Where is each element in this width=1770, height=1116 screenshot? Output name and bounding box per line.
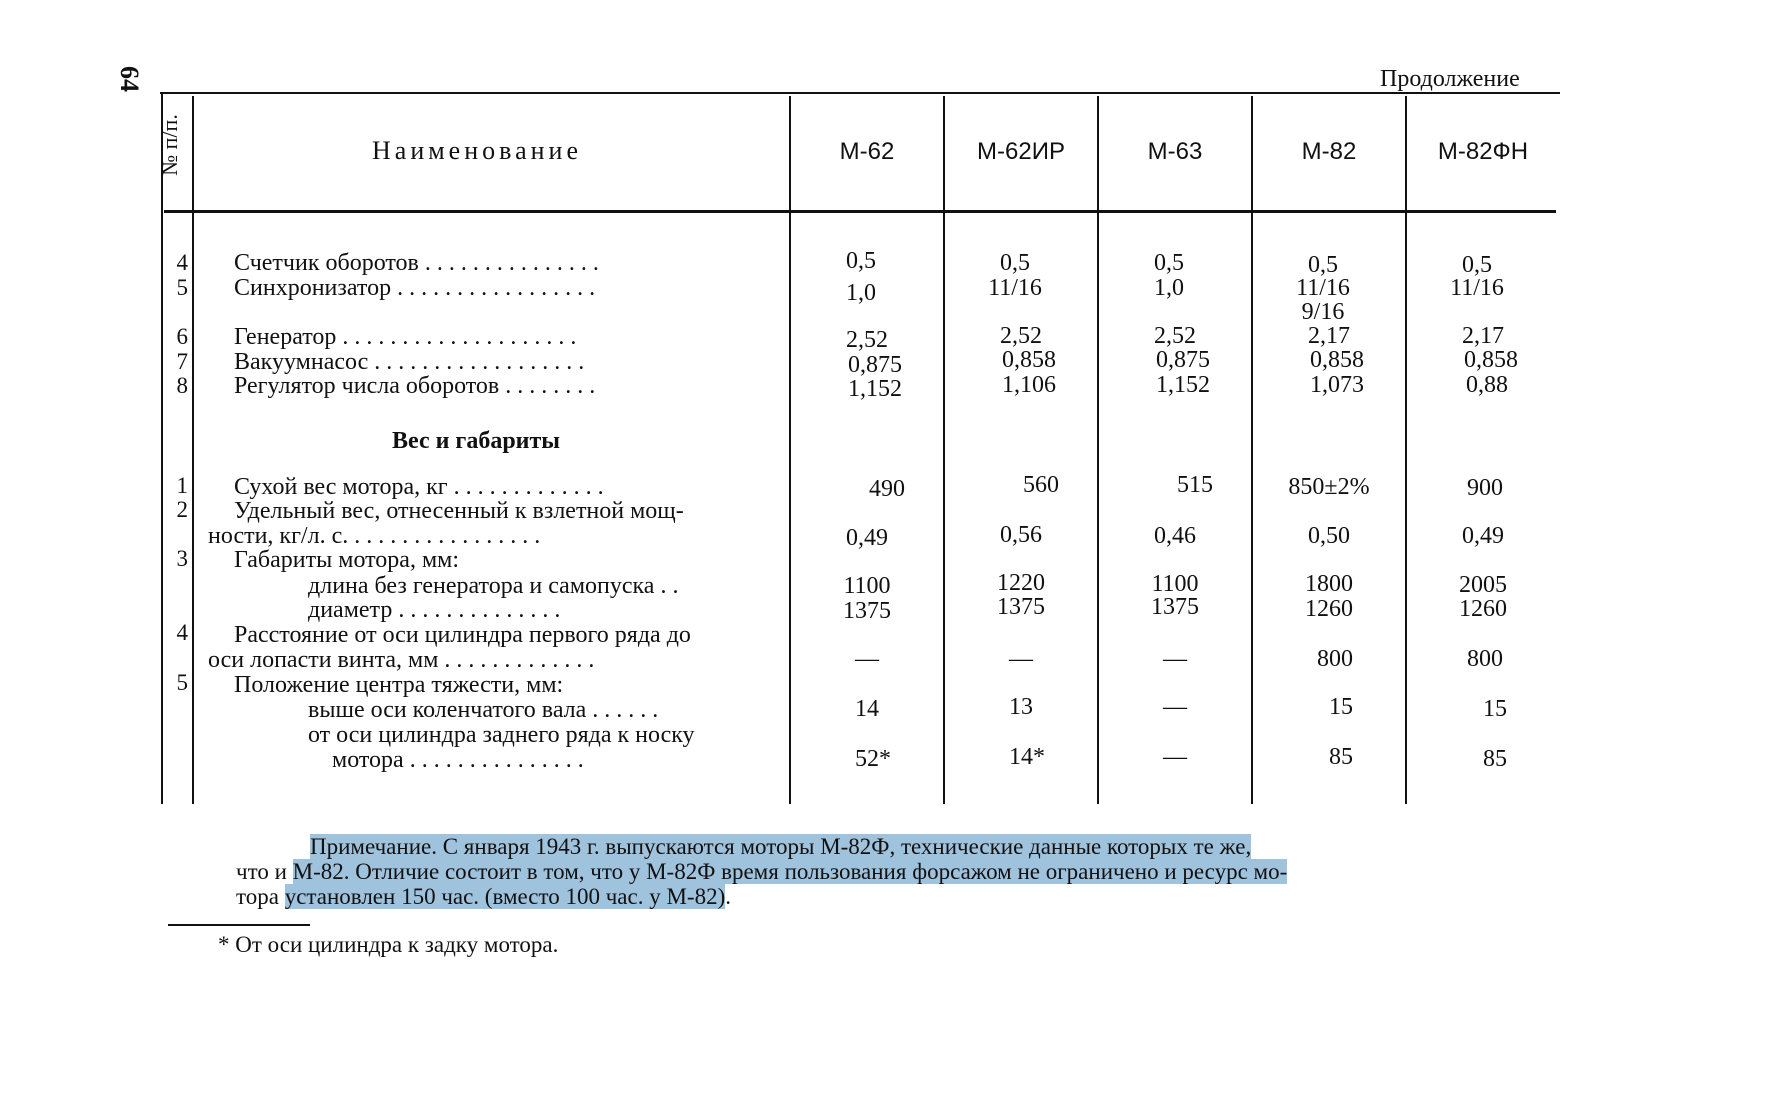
footnote: * От оси цилиндра к задку мотора. <box>218 932 559 957</box>
cell-value: 0,5 <box>1462 252 1492 278</box>
cell-value: 0,5 <box>1154 250 1184 276</box>
cell-value: 9/16 <box>1301 299 1345 325</box>
cell-value: 1,073 <box>1310 372 1364 398</box>
col-rule-1 <box>943 96 945 804</box>
row-label: Генератор . . . . . . . . . . . . . . . . . . . . <box>234 324 577 350</box>
row-label: Сухой вес мотора, кг . . . . . . . . . . . . . <box>234 474 604 500</box>
cell-value: 490 <box>869 476 905 502</box>
cell-value: 2,17 <box>1308 323 1350 349</box>
cell-value: 1100 <box>843 573 891 599</box>
cell-value: — <box>1163 744 1187 770</box>
cell-value: 1,106 <box>1002 372 1056 398</box>
cell-value: 0,50 <box>1308 523 1350 549</box>
cell-value: 900 <box>1467 475 1503 501</box>
cell-value: 1220 <box>997 570 1045 596</box>
col-rule-2 <box>1097 96 1099 804</box>
cell-value: 2,52 <box>1000 323 1042 349</box>
engine-header-m62: М-62 <box>839 138 895 165</box>
cell-value: 1375 <box>997 594 1045 620</box>
note-text: что и <box>236 859 293 884</box>
cell-value: 2,52 <box>846 327 888 353</box>
engine-header-m82fn: М-82ФН <box>1437 138 1529 165</box>
row-label: от оси цилиндра заднего ряда к носку <box>308 722 695 748</box>
cell-value: 0,49 <box>846 525 888 551</box>
cell-value: 0,858 <box>1310 347 1364 373</box>
row-label: Удельный вес, отнесенный к взлетной мощ- <box>234 498 684 524</box>
page-number: 64 <box>115 66 144 92</box>
cell-value: 800 <box>1317 646 1353 672</box>
row-label: Регулятор числа оборотов . . . . . . . . <box>234 373 596 399</box>
cell-value: 1800 <box>1305 571 1353 597</box>
cell-value: 11/16 <box>1296 275 1350 301</box>
num-col-rule <box>192 96 194 804</box>
row-number: 6 <box>176 324 188 349</box>
cell-value: 800 <box>1467 646 1503 672</box>
cell-value: 1260 <box>1305 596 1353 622</box>
cell-value: 1,0 <box>846 280 876 306</box>
cell-value: 1260 <box>1459 596 1507 622</box>
cell-value: 14 <box>855 696 879 722</box>
row-number: 1 <box>176 473 188 498</box>
cell-value: 1100 <box>1151 571 1199 597</box>
note-line-3 <box>236 884 731 910</box>
cell-value: — <box>1009 646 1033 672</box>
footnote-rule <box>168 924 310 926</box>
cell-value: 11/16 <box>1450 275 1504 301</box>
row-number: 4 <box>176 250 188 275</box>
cell-value: 85 <box>1483 746 1507 772</box>
cell-value: 52* <box>855 746 891 772</box>
row-number: 4 <box>176 620 188 645</box>
cell-value: 1,152 <box>848 376 902 402</box>
cell-value: 850±2% <box>1288 474 1370 500</box>
row-label: Вакуумнасос . . . . . . . . . . . . . . . . . . <box>234 349 585 375</box>
row-number: 8 <box>176 373 188 398</box>
row-label: мотора . . . . . . . . . . . . . . . <box>332 747 584 773</box>
header-bottom-rule <box>164 210 1556 213</box>
cell-value: 560 <box>1023 472 1059 498</box>
cell-value: 0,875 <box>1156 347 1210 373</box>
cell-value: 15 <box>1329 694 1353 720</box>
cell-value: 1375 <box>843 598 891 624</box>
name-col-rule <box>789 96 791 804</box>
note-text: . <box>725 884 731 909</box>
note-highlight: М-82. Отличие состоит в том, что у М-82Ф время пользования форсажом не ограничено и ресурс мо- <box>292 859 1288 884</box>
row-label: длина без генератора и самопуска . . <box>308 573 679 599</box>
row-label: Расстояние от оси цилиндра первого ряда до <box>234 622 691 648</box>
row-label: ности, кг/л. с. . . . . . . . . . . . . . . . . <box>208 523 541 549</box>
cell-value: 11/16 <box>988 275 1042 301</box>
cell-value: 1375 <box>1151 594 1199 620</box>
note-highlight: Примечание. С января 1943 г. выпускаются моторы М-82Ф, технические данные которых те же, <box>310 834 1252 859</box>
row-label: Положение центра тяжести, мм: <box>234 672 564 698</box>
row-label: диаметр . . . . . . . . . . . . . . <box>308 597 561 623</box>
note-line-2 <box>236 859 1287 885</box>
row-label: Габариты мотора, мм: <box>234 547 459 573</box>
note-text: тора <box>236 884 285 909</box>
cell-value: 0,46 <box>1154 523 1196 549</box>
cell-value: 1,152 <box>1156 372 1210 398</box>
engine-header-m63: М-63 <box>1147 138 1203 165</box>
cell-value: 0,49 <box>1462 523 1504 549</box>
row-number: 3 <box>176 546 188 571</box>
cell-value: — <box>855 646 879 672</box>
cell-value: 85 <box>1329 744 1353 770</box>
row-number: 7 <box>176 349 188 374</box>
engine-header-m62ir: М-62ИР <box>977 138 1065 165</box>
cell-value: — <box>1163 694 1187 720</box>
cell-value: 0,858 <box>1464 347 1518 373</box>
cell-value: 14* <box>1009 744 1045 770</box>
row-number: 5 <box>176 275 188 300</box>
row-number: 5 <box>176 670 188 695</box>
name-column-header: Наименование <box>372 136 582 165</box>
note-highlight: установлен 150 час. (вместо 100 час. у М-82) <box>284 884 726 909</box>
cell-value: 0,5 <box>1000 250 1030 276</box>
section-title: Вес и габариты <box>392 428 561 454</box>
cell-value: 0,88 <box>1466 372 1508 398</box>
cell-value: 515 <box>1177 472 1213 498</box>
cell-value: 2,17 <box>1462 323 1504 349</box>
cell-value: 13 <box>1009 694 1033 720</box>
row-label: выше оси коленчатого вала . . . . . . <box>308 697 659 723</box>
continuation-label: Продолжение <box>1380 66 1520 92</box>
num-column-header: № п/п. <box>157 114 182 176</box>
cell-value: 0,5 <box>846 248 876 274</box>
table-top-rule <box>160 92 1560 94</box>
cell-value: 15 <box>1483 696 1507 722</box>
note-line-1 <box>310 834 1251 860</box>
cell-value: 2,52 <box>1154 323 1196 349</box>
cell-value: — <box>1163 646 1187 672</box>
row-number: 2 <box>176 497 188 522</box>
cell-value: 0,875 <box>848 352 902 378</box>
cell-value: 0,56 <box>1000 522 1042 548</box>
cell-value: 2005 <box>1459 572 1507 598</box>
cell-value: 0,5 <box>1308 252 1338 278</box>
row-label: Синхронизатор . . . . . . . . . . . . . . . . . <box>234 275 596 301</box>
engine-header-m82: М-82 <box>1301 138 1357 165</box>
col-rule-3 <box>1251 96 1253 804</box>
row-label: Счетчик оборотов . . . . . . . . . . . . . . . <box>234 250 599 276</box>
row-label: оси лопасти винта, мм . . . . . . . . . . . . . <box>208 647 595 673</box>
cell-value: 1,0 <box>1154 275 1184 301</box>
cell-value: 0,858 <box>1002 347 1056 373</box>
